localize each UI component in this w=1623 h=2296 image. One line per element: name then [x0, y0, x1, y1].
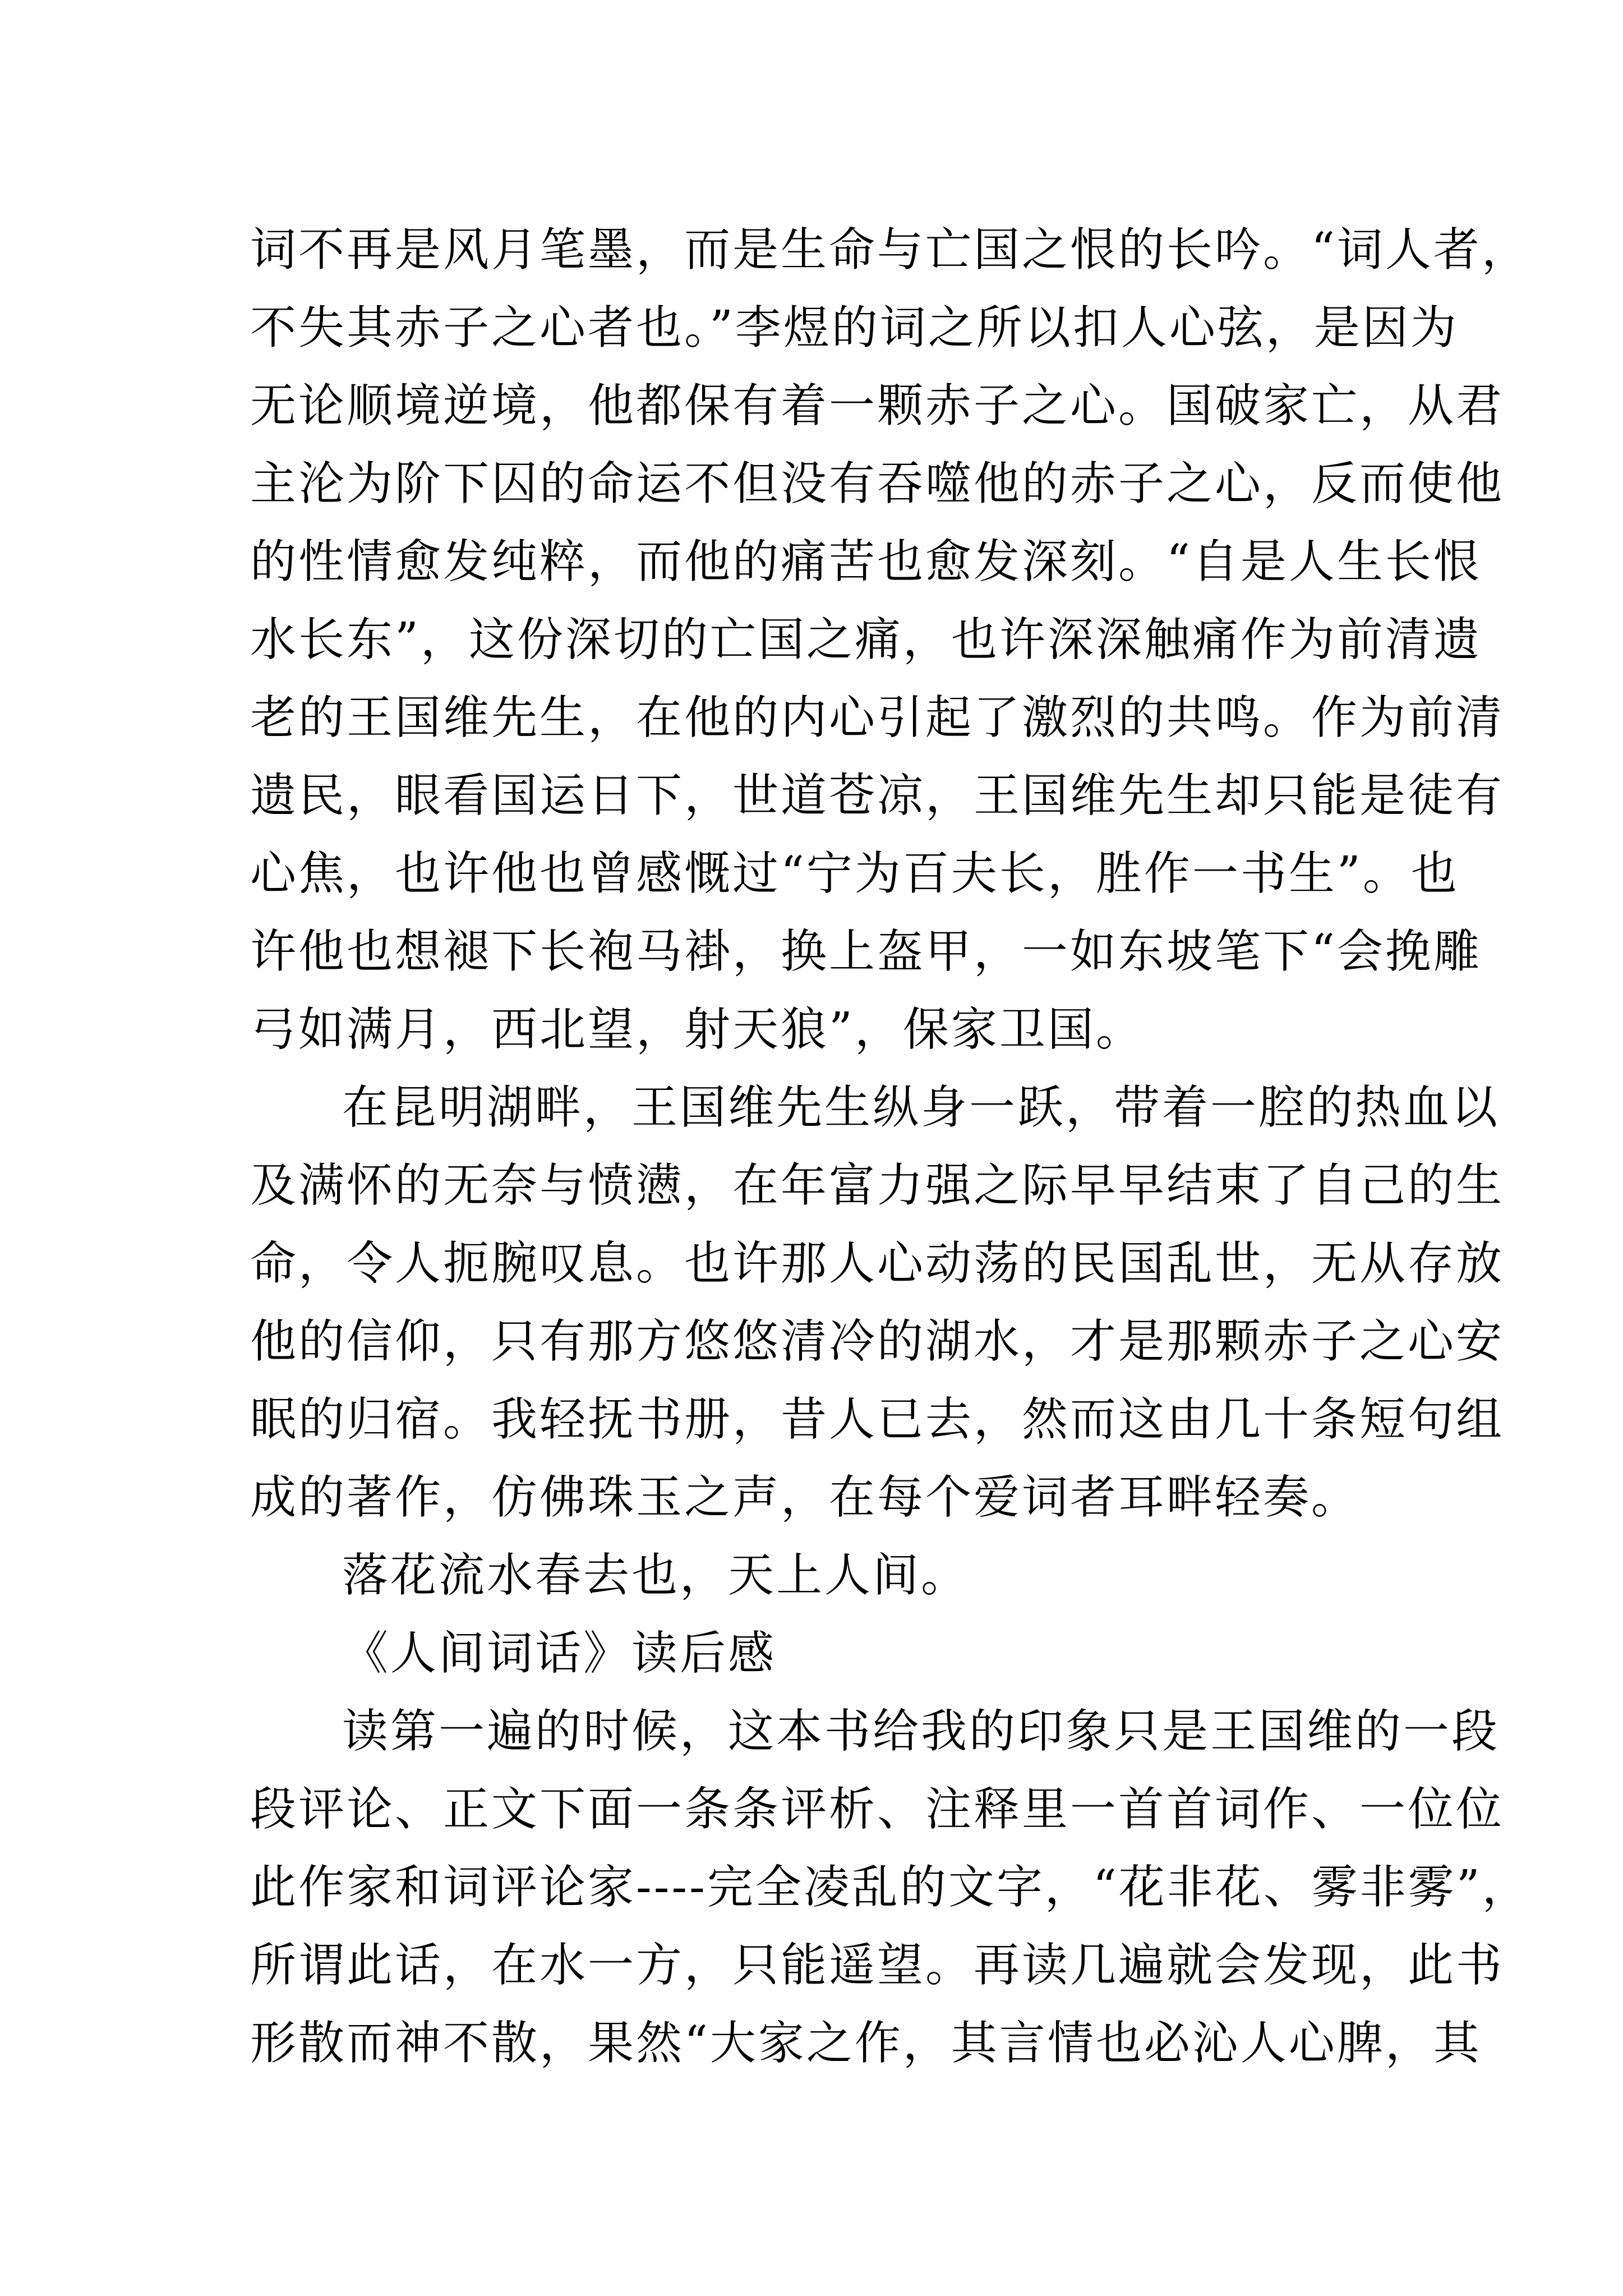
text-line: 弓如满月，西北望，射天狼”，保家卫国。	[250, 1003, 1144, 1056]
text-line: 词不再是风月笔墨，而是生命与亡国之恨的长吟。“词人者，	[250, 223, 1530, 277]
text-line: 心焦，也许他也曾感慨过“宁为百夫长，胜作一书生”。也	[250, 847, 1459, 900]
text-line: 无论顺境逆境，他都保有着一颗赤子之心。国破家亡，从君	[250, 379, 1505, 432]
body-text	[250, 211, 1530, 2082]
text-line: 此作家和词评论家----完全凌乱的文字，“花非花、雾非雾”，	[250, 1861, 1530, 1914]
text-line: 不失其赤子之心者也。”李煜的词之所以扣人心弦，是因为	[250, 301, 1459, 355]
paragraph-start-line: 在昆明湖畔，王国维先生纵身一跃，带着一腔的热血以	[342, 1081, 1500, 1134]
text-line: 遗民，眼看国运日下，世道苍凉，王国维先生却只能是徒有	[250, 769, 1505, 822]
text-line: 眠的归宿。我轻抚书册，昔人已去，然而这由几十条短句组	[250, 1393, 1505, 1446]
text-line: 许他也想褪下长袍马褂，换上盔甲，一如东坡笔下“会挽雕	[250, 925, 1482, 978]
paragraph-start-line: 读第一遍的时候，这本书给我的印象只是王国维的一段	[342, 1705, 1500, 1758]
section-title: 《人间词话》读后感	[342, 1627, 777, 1680]
text-line: 水长东”，这份深切的亡国之痛，也许深深触痛作为前清遗	[250, 613, 1482, 666]
text-line: 段评论、正文下面一条条评析、注释里一首首词作、一位位	[250, 1783, 1505, 1836]
text-line: 的性情愈发纯粹，而他的痛苦也愈发深刻。“自是人生长恨	[250, 535, 1482, 588]
text-line: 及满怀的无奈与愤懑，在年富力强之际早早结束了自己的生	[250, 1159, 1505, 1212]
text-line: 所谓此话，在水一方，只能遥望。再读几遍就会发现，此书	[250, 1939, 1505, 1992]
text-line: 形散而神不散，果然“大家之作，其言情也必沁人心脾，其	[250, 2017, 1482, 2070]
text-line: 命，令人扼腕叹息。也许那人心动荡的民国乱世，无从存放	[250, 1237, 1505, 1290]
text-line: 他的信仰，只有那方悠悠清冷的湖水，才是那颗赤子之心安	[250, 1315, 1505, 1368]
text-line: 老的王国维先生，在他的内心引起了激烈的共鸣。作为前清	[250, 691, 1505, 744]
quote-line: 落花流水春去也，天上人间。	[342, 1549, 970, 1602]
text-line: 主沦为阶下囚的命运不但没有吞噬他的赤子之心，反而使他	[250, 457, 1505, 510]
text-line: 成的著作，仿佛珠玉之声，在每个爱词者耳畔轻奏。	[250, 1471, 1360, 1524]
